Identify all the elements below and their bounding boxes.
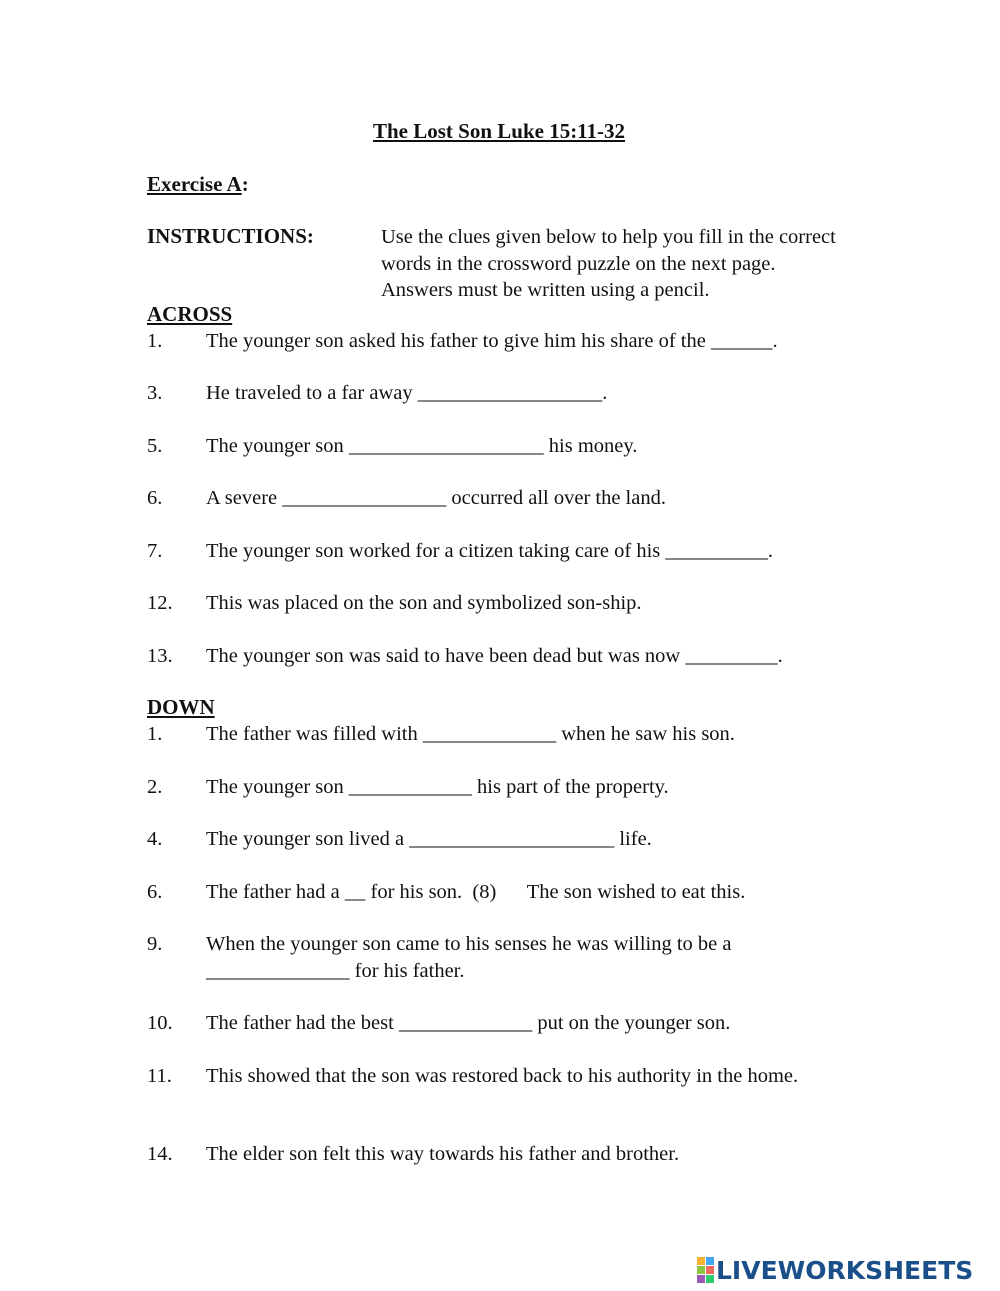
logo-tile xyxy=(697,1257,705,1265)
clue-number: 2. xyxy=(147,776,163,798)
clue-text: The father had the best _____________ put on the younger son. xyxy=(206,1012,731,1034)
clue-text: The younger son ____________ his part of the property. xyxy=(206,776,669,798)
clue-number: 3. xyxy=(147,382,163,404)
brand-wordmark: LIVEWORKSHEETS xyxy=(716,1255,974,1285)
exercise-heading xyxy=(147,172,249,197)
instructions-text: Use the clues given below to help you fill in the correct words in the crossword puzzle on the next page. Answers must be written using a pencil. xyxy=(381,226,836,301)
logo-tile xyxy=(706,1275,714,1283)
exercise-colon: : xyxy=(241,172,249,196)
page-title: The Lost Son Luke 15:11-32 xyxy=(372,119,626,143)
clue-text: This showed that the son was restored back to his authority in the home. xyxy=(206,1065,799,1087)
clue-text: The father was filled with _____________ when he saw his son. xyxy=(206,723,735,745)
clue-number: 7. xyxy=(147,540,163,562)
clue-number: 9. xyxy=(147,933,163,955)
instructions-label: INSTRUCTIONS: xyxy=(147,224,314,248)
logo-tile xyxy=(706,1266,714,1274)
clue-text: This was placed on the son and symbolized son-ship. xyxy=(206,592,642,614)
clue-number: 5. xyxy=(147,435,163,457)
clue-text: When the younger son came to his senses he was willing to be a ______________ for his father. xyxy=(206,933,732,982)
logo-tile xyxy=(697,1266,705,1274)
logo-tile xyxy=(706,1257,714,1265)
down-clue xyxy=(147,1010,847,1037)
down-clue xyxy=(147,774,847,801)
down-clue xyxy=(147,1141,847,1168)
down-clue xyxy=(147,826,847,853)
across-clue xyxy=(147,433,847,460)
clue-number: 6. xyxy=(147,881,163,903)
clue-number: 1. xyxy=(147,330,163,352)
logo-tile xyxy=(697,1275,705,1283)
across-clue xyxy=(147,590,847,617)
clue-text: The elder son felt this way towards his father and brother. xyxy=(206,1143,680,1165)
liveworksheets-brand[interactable] xyxy=(697,1255,973,1285)
across-clue xyxy=(147,380,847,407)
clue-number: 1. xyxy=(147,723,163,745)
down-clue xyxy=(147,931,847,984)
liveworksheets-logo-icon xyxy=(697,1257,714,1283)
clue-number: 11. xyxy=(147,1065,172,1087)
clue-text: A severe ________________ occurred all over the land. xyxy=(206,487,666,509)
clue-text: The father had a __ for his son. (8) The son wished to eat this. xyxy=(206,881,746,903)
clue-text: The younger son ___________________ his money. xyxy=(206,435,638,457)
clue-text: He traveled to a far away __________________. xyxy=(206,382,608,404)
down-clue xyxy=(147,879,847,906)
clue-text: The younger son asked his father to give him his share of the ______. xyxy=(206,330,778,352)
exercise-label: Exercise A xyxy=(147,172,242,196)
clue-number: 6. xyxy=(147,487,163,509)
clue-text: The younger son lived a ____________________ life. xyxy=(206,828,652,850)
down-clue xyxy=(147,721,847,748)
across-clue xyxy=(147,643,847,670)
across-clue xyxy=(147,538,847,565)
clue-text: The younger son was said to have been dead but was now _________. xyxy=(206,645,783,667)
clue-number: 4. xyxy=(147,828,163,850)
across-clue xyxy=(147,485,847,512)
clue-number: 10. xyxy=(147,1012,173,1034)
clue-text: The younger son worked for a citizen taking care of his __________. xyxy=(206,540,774,562)
down-clue xyxy=(147,1063,847,1090)
across-heading: ACROSS xyxy=(147,302,233,326)
across-clue xyxy=(147,328,847,355)
down-heading: DOWN xyxy=(147,695,215,719)
clue-number: 12. xyxy=(147,592,173,614)
clue-number: 14. xyxy=(147,1143,173,1165)
clue-number: 13. xyxy=(147,645,173,667)
